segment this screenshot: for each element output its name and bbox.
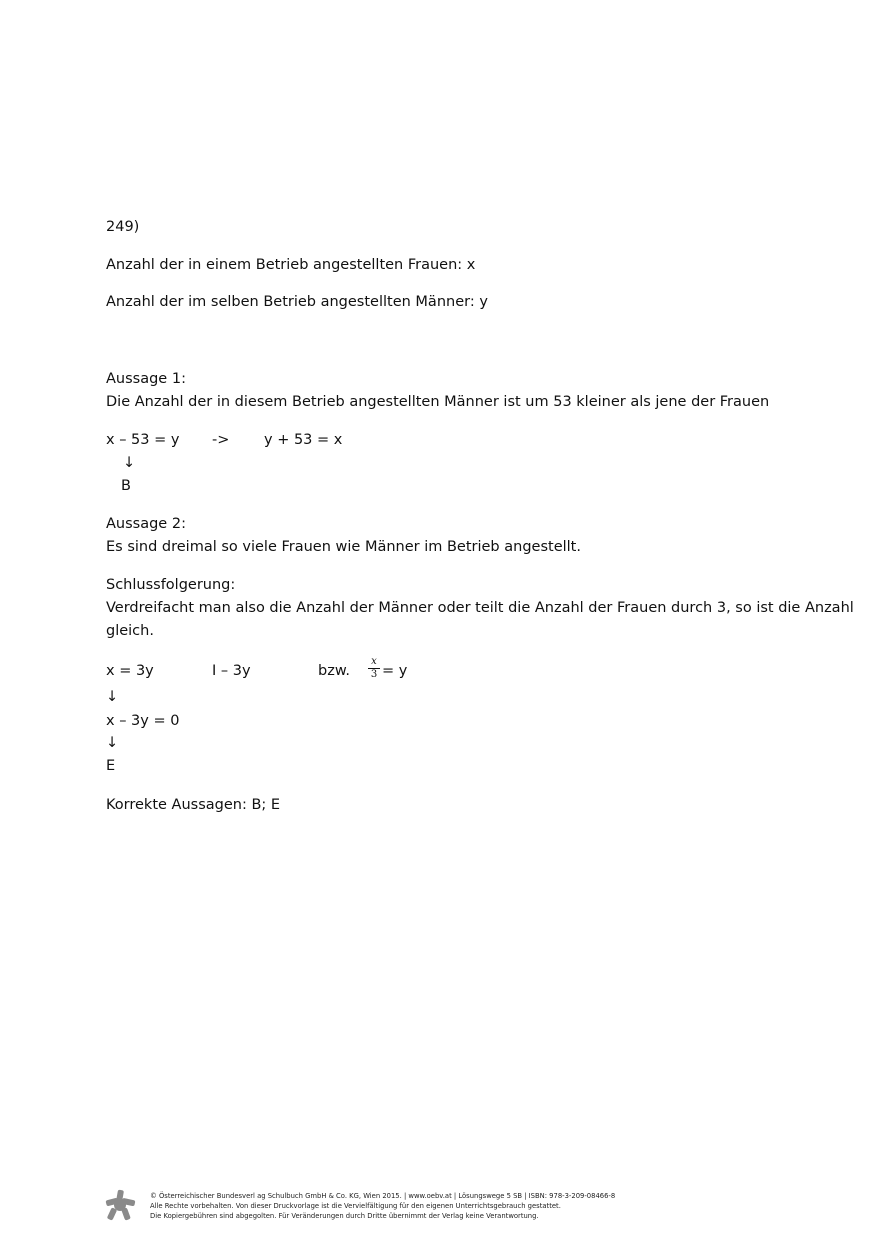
statement1-heading: Aussage 1:: [106, 371, 186, 387]
fraction-numerator: x: [371, 656, 377, 667]
statement1-result: B: [121, 478, 131, 494]
statement1-arrow-right: ->: [212, 432, 230, 448]
publisher-logo-icon: [104, 1189, 136, 1221]
definition-women: Anzahl der in einem Betrieb angestellten Frauen: x: [106, 257, 476, 273]
answer: Korrekte Aussagen: B; E: [106, 797, 281, 813]
footer-line3: Die Kopiergebühren sind abgegolten. Für Veränderungen durch Dritte übernimmt der Verlag keine Verantwortung.: [150, 1212, 539, 1220]
definition-men: Anzahl der im selben Betrieb angestellten Männer: y: [106, 294, 488, 310]
statement2-heading: Aussage 2:: [106, 516, 186, 532]
conclusion-arrow1: ↓: [106, 689, 119, 705]
conclusion-result: E: [106, 758, 116, 774]
statement2-text: Es sind dreimal so viele Frauen wie Männer im Betrieb angestellt.: [106, 539, 581, 555]
fraction-equals-y: = y: [382, 663, 408, 679]
fraction-x-over-3: [367, 656, 381, 681]
fraction-denominator: 3: [370, 669, 378, 680]
conclusion-line1: Verdreifacht man also die Anzahl der Männer oder teilt die Anzahl der Frauen durch 3, so ist die Anzahl: [106, 600, 854, 616]
conclusion-equation2: x – 3y = 0: [106, 713, 180, 729]
conclusion-equation1: x = 3y: [106, 663, 154, 679]
conclusion-arrow2: ↓: [106, 735, 119, 751]
footer-line1: © Österreichischer Bundesverl ag Schulbuch GmbH & Co. KG, Wien 2015. | www.oebv.at | Lösungswege 5 SB | ISBN: 978-3-209-08466-8: [150, 1192, 616, 1200]
statement1-equation-left: x – 53 = y: [106, 432, 180, 448]
statement1-arrow-down: ↓: [123, 455, 136, 471]
conclusion-line2: gleich.: [106, 623, 154, 639]
conclusion-operation: I – 3y: [212, 663, 251, 679]
statement1-equation-right: y + 53 = x: [264, 432, 343, 448]
conclusion-heading: Schlussfolgerung:: [106, 577, 236, 593]
conclusion-bzw: bzw.: [318, 663, 350, 679]
statement1-text: Die Anzahl der in diesem Betrieb angestellten Männer ist um 53 kleiner als jene der Frauen: [106, 394, 770, 410]
problem-number: 249): [106, 219, 140, 235]
footer-line2: Alle Rechte vorbehalten. Von dieser Druckvorlage ist die Vervielfältigung für den eigenen Unterrichtsgebrauch gestattet.: [150, 1202, 561, 1210]
